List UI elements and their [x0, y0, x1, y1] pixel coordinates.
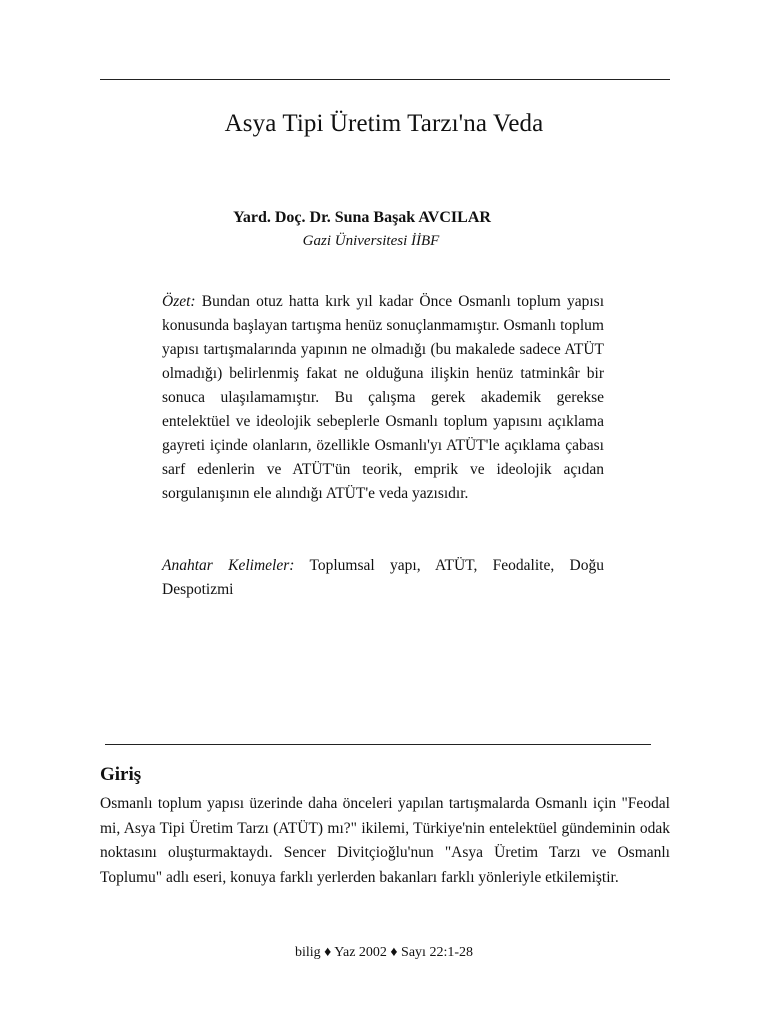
article-title: Asya Tipi Üretim Tarzı'na Veda [224, 110, 544, 137]
author-name: Yard. Doç. Dr. Suna Başak AVCILAR [233, 209, 491, 226]
introduction-paragraph: Osmanlı toplum yapısı üzerinde daha önceleri yapılan tartışmalarda Osmanlı için "Feodal mi, Asya Tipi Üretim Tarzı (ATÜT) mı?" ikilemi, Türkiye'nin entelektüel gündeminin odak noktasını oluşturmaktaydı. Sencer Divitçioğlu'nun "Asya Üretim Tarzı ve Osmanlı Toplumu" adlı eseri, konuya farklı yerlerden bakanları farklı yönleriyle etkilemiştir. [100, 795, 670, 886]
section-divider [105, 744, 651, 745]
section-heading-introduction: Giriş [100, 764, 142, 785]
abstract-text: Bundan otuz hatta kırk yıl kadar Önce Osmanlı toplum yapısı konusunda başlayan tartışma henüz sonuçlanmamıştır. Osmanlı toplum yapısı tartışmalarında yapının ne olmadığı (bu makalede sadece ATÜT olmadığı) belirlenmiş fakat ne olduğuna ilişkin henüz tatminkâr bir sonuca ulaşılamamıştır. Bu çalışma gerek akademik gerekse entelektüel ve ideolojik sebeplerle Osmanlı toplum yapısını açıklama gayreti içinde olanların, özellikle Osmanlı'yı ATÜT'le açıklama çabası sarf edenlerin ve ATÜT'ün teorik, emprik ve ideolojik açıdan sorgulanışının ele alındığı ATÜT'e veda yazısıdır. [162, 293, 605, 502]
keywords [162, 554, 604, 602]
top-rule [100, 79, 670, 80]
journal-footer: bilig ♦ Yaz 2002 ♦ Sayı 22:1-28 [294, 945, 473, 960]
keywords-text: Toplumsal yapı, ATÜT, Feodalite, Doğu Despotizmi [162, 557, 604, 598]
abstract-label: Özet: [162, 293, 196, 310]
abstract [162, 290, 604, 506]
author-affiliation: Gazi Üniversitesi İİBF [302, 233, 440, 249]
keywords-label: Anahtar Kelimeler: [162, 557, 295, 574]
